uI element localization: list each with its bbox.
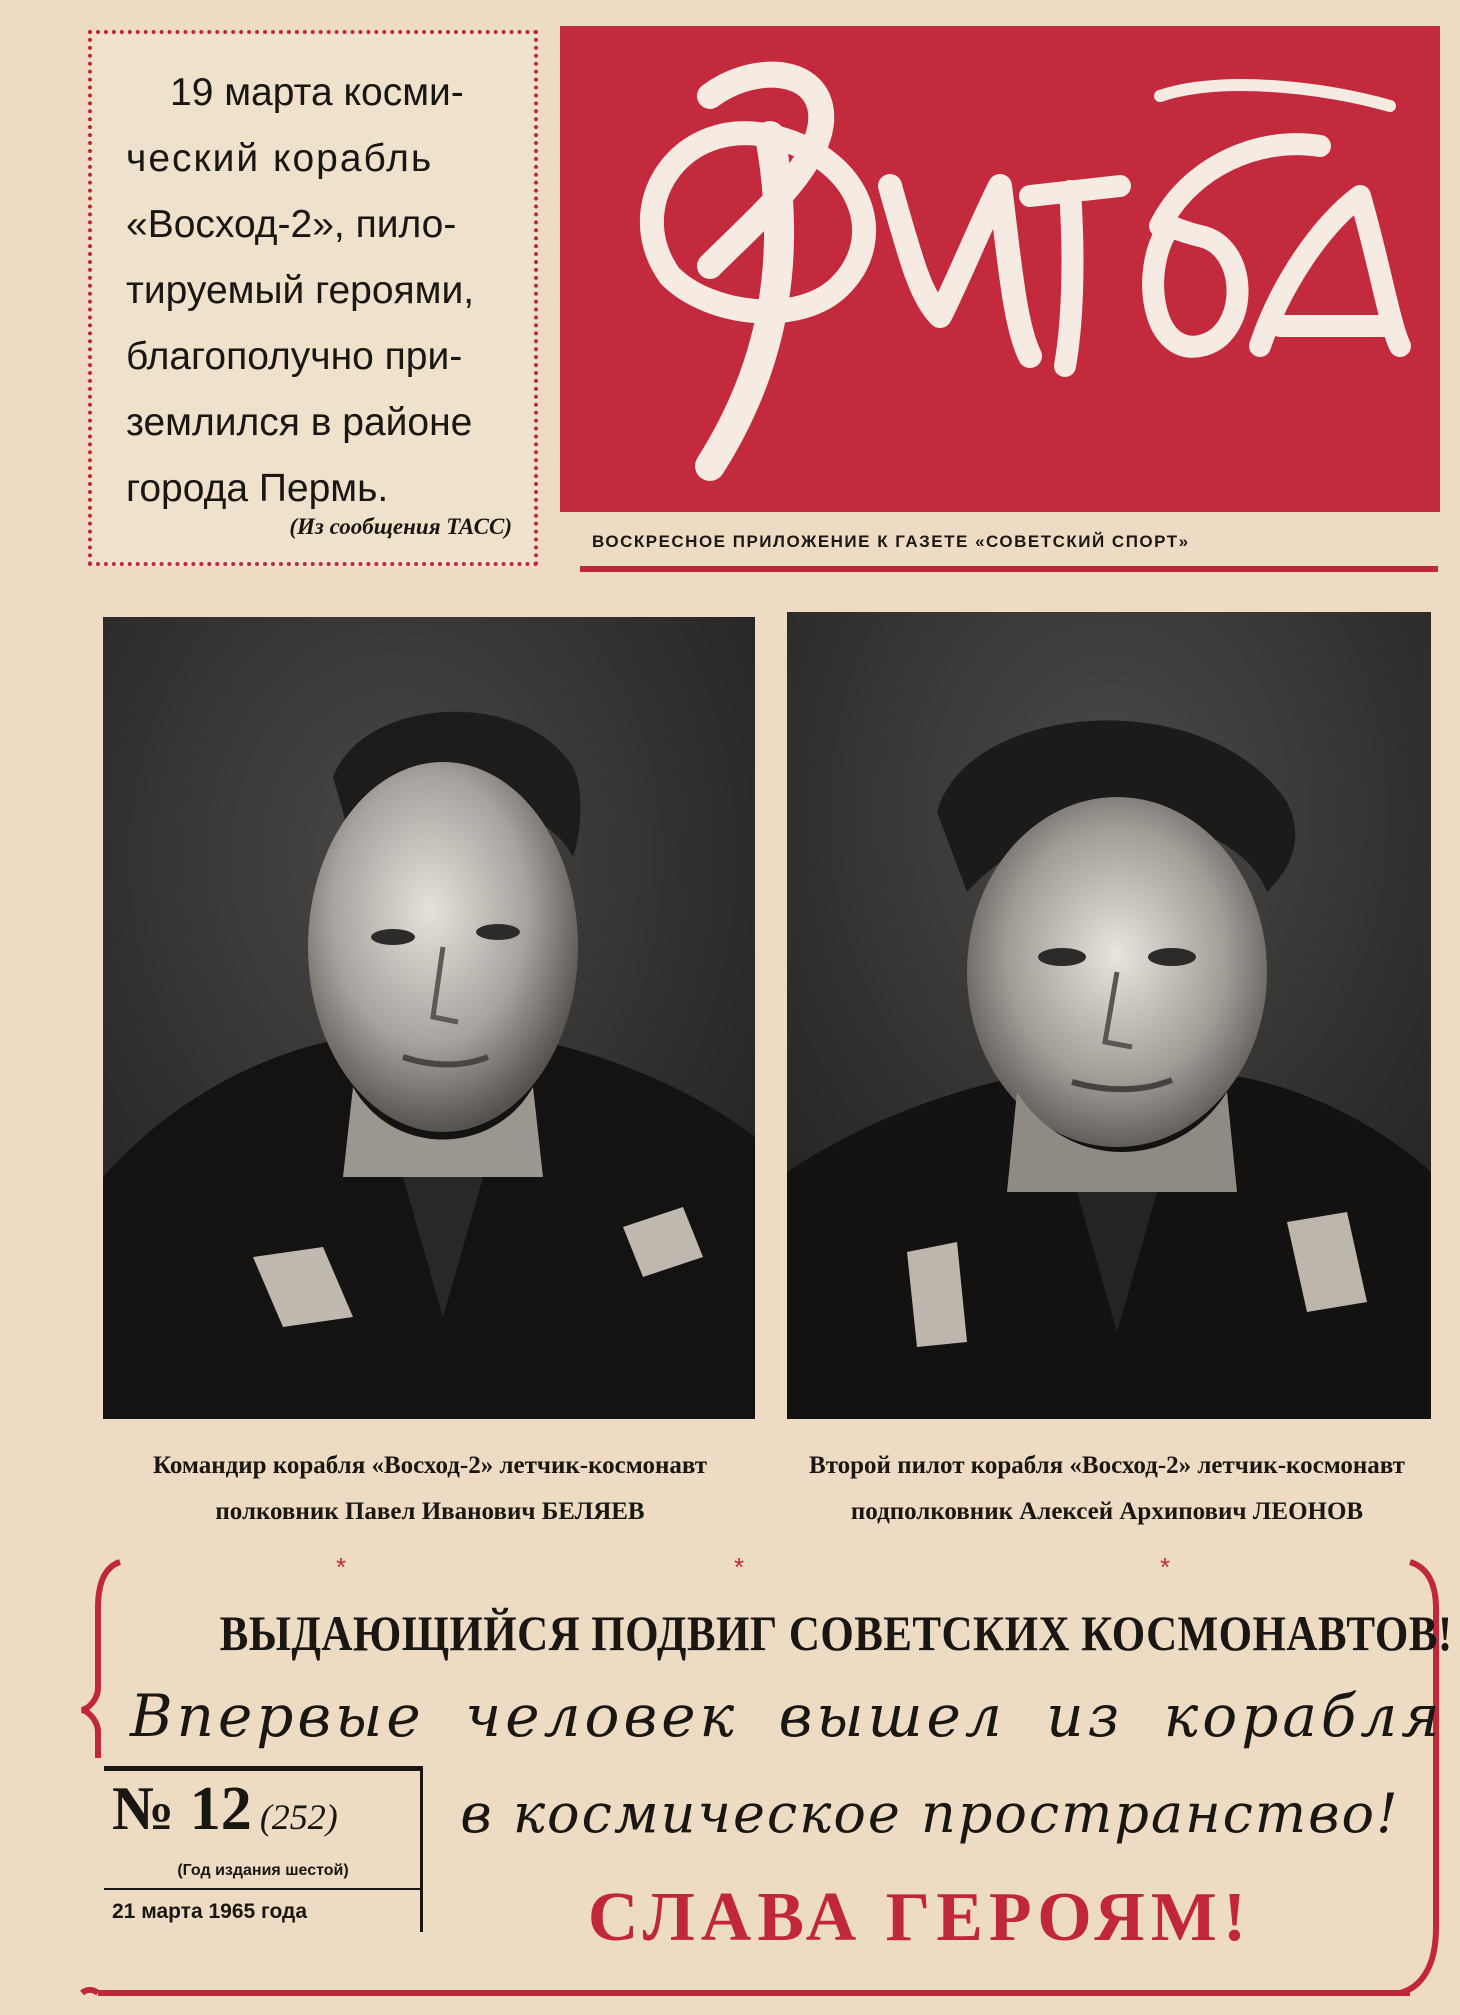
notice-text	[126, 60, 512, 522]
caption-line: Командир корабля «Восход-2» летчик-космонавт	[152, 1452, 708, 1479]
notice-line: землился в районе	[126, 401, 473, 444]
tass-notice-box	[88, 30, 538, 566]
issue-number	[112, 1774, 338, 1845]
notice-line: благополучно при-	[126, 335, 463, 378]
photo-belyaev	[103, 617, 755, 1419]
issue-number-total: (252)	[259, 1797, 338, 1837]
caption-line: Второй пилот корабля «Восход-2» летчик-космонавт	[809, 1452, 1405, 1479]
notice-source: (Из сообщения ТАСС)	[289, 514, 512, 539]
caption-leonov	[776, 1443, 1438, 1535]
glory-slogan: СЛАВА ГЕРОЯМ!	[587, 1879, 1253, 1956]
caption-belyaev	[110, 1443, 750, 1535]
subtitle-rule	[580, 566, 1438, 572]
notice-line: ческий корабль	[126, 137, 434, 180]
issue-number-main: № 12	[112, 1775, 252, 1843]
caption-line: полковник Павел Иванович БЕЛЯЕВ	[215, 1498, 645, 1525]
masthead-logo	[560, 26, 1440, 512]
issue-rule	[104, 1766, 422, 1771]
banner-headline: ВЫДАЮЩИЙСЯ ПОДВИГ СОВЕТСКИХ КОСМОНАВТОВ!	[219, 1605, 1453, 1661]
issue-date: 21 марта 1965 года	[112, 1900, 308, 1923]
notice-line: 19 марта косми-	[170, 71, 464, 114]
notice-line: тируемый героями,	[126, 269, 475, 312]
banner-script-line2: в космическое пространство!	[460, 1782, 1400, 1845]
notice-line: города Пермь.	[126, 467, 389, 510]
caption-line: подполковник Алексей Архипович ЛЕОНОВ	[850, 1498, 1364, 1525]
issue-rule-vertical	[420, 1766, 423, 1932]
star-decoration: *	[734, 1552, 745, 1582]
photo-leonov	[787, 612, 1431, 1419]
masthead-logo-art	[560, 26, 1440, 512]
star-decoration: *	[1160, 1552, 1171, 1582]
issue-rule	[104, 1888, 422, 1890]
banner-script-line1: Впервые человек вышел из корабля	[130, 1682, 1444, 1750]
notice-line: «Восход-2», пило-	[126, 203, 457, 246]
issue-year-note: (Год издания шестой)	[177, 1862, 349, 1879]
star-decoration: *	[336, 1552, 347, 1582]
masthead-subtitle: ВОСКРЕСНОЕ ПРИЛОЖЕНИЕ К ГАЗЕТЕ «СОВЕТСКИЙ СПОРТ»	[592, 532, 1190, 551]
